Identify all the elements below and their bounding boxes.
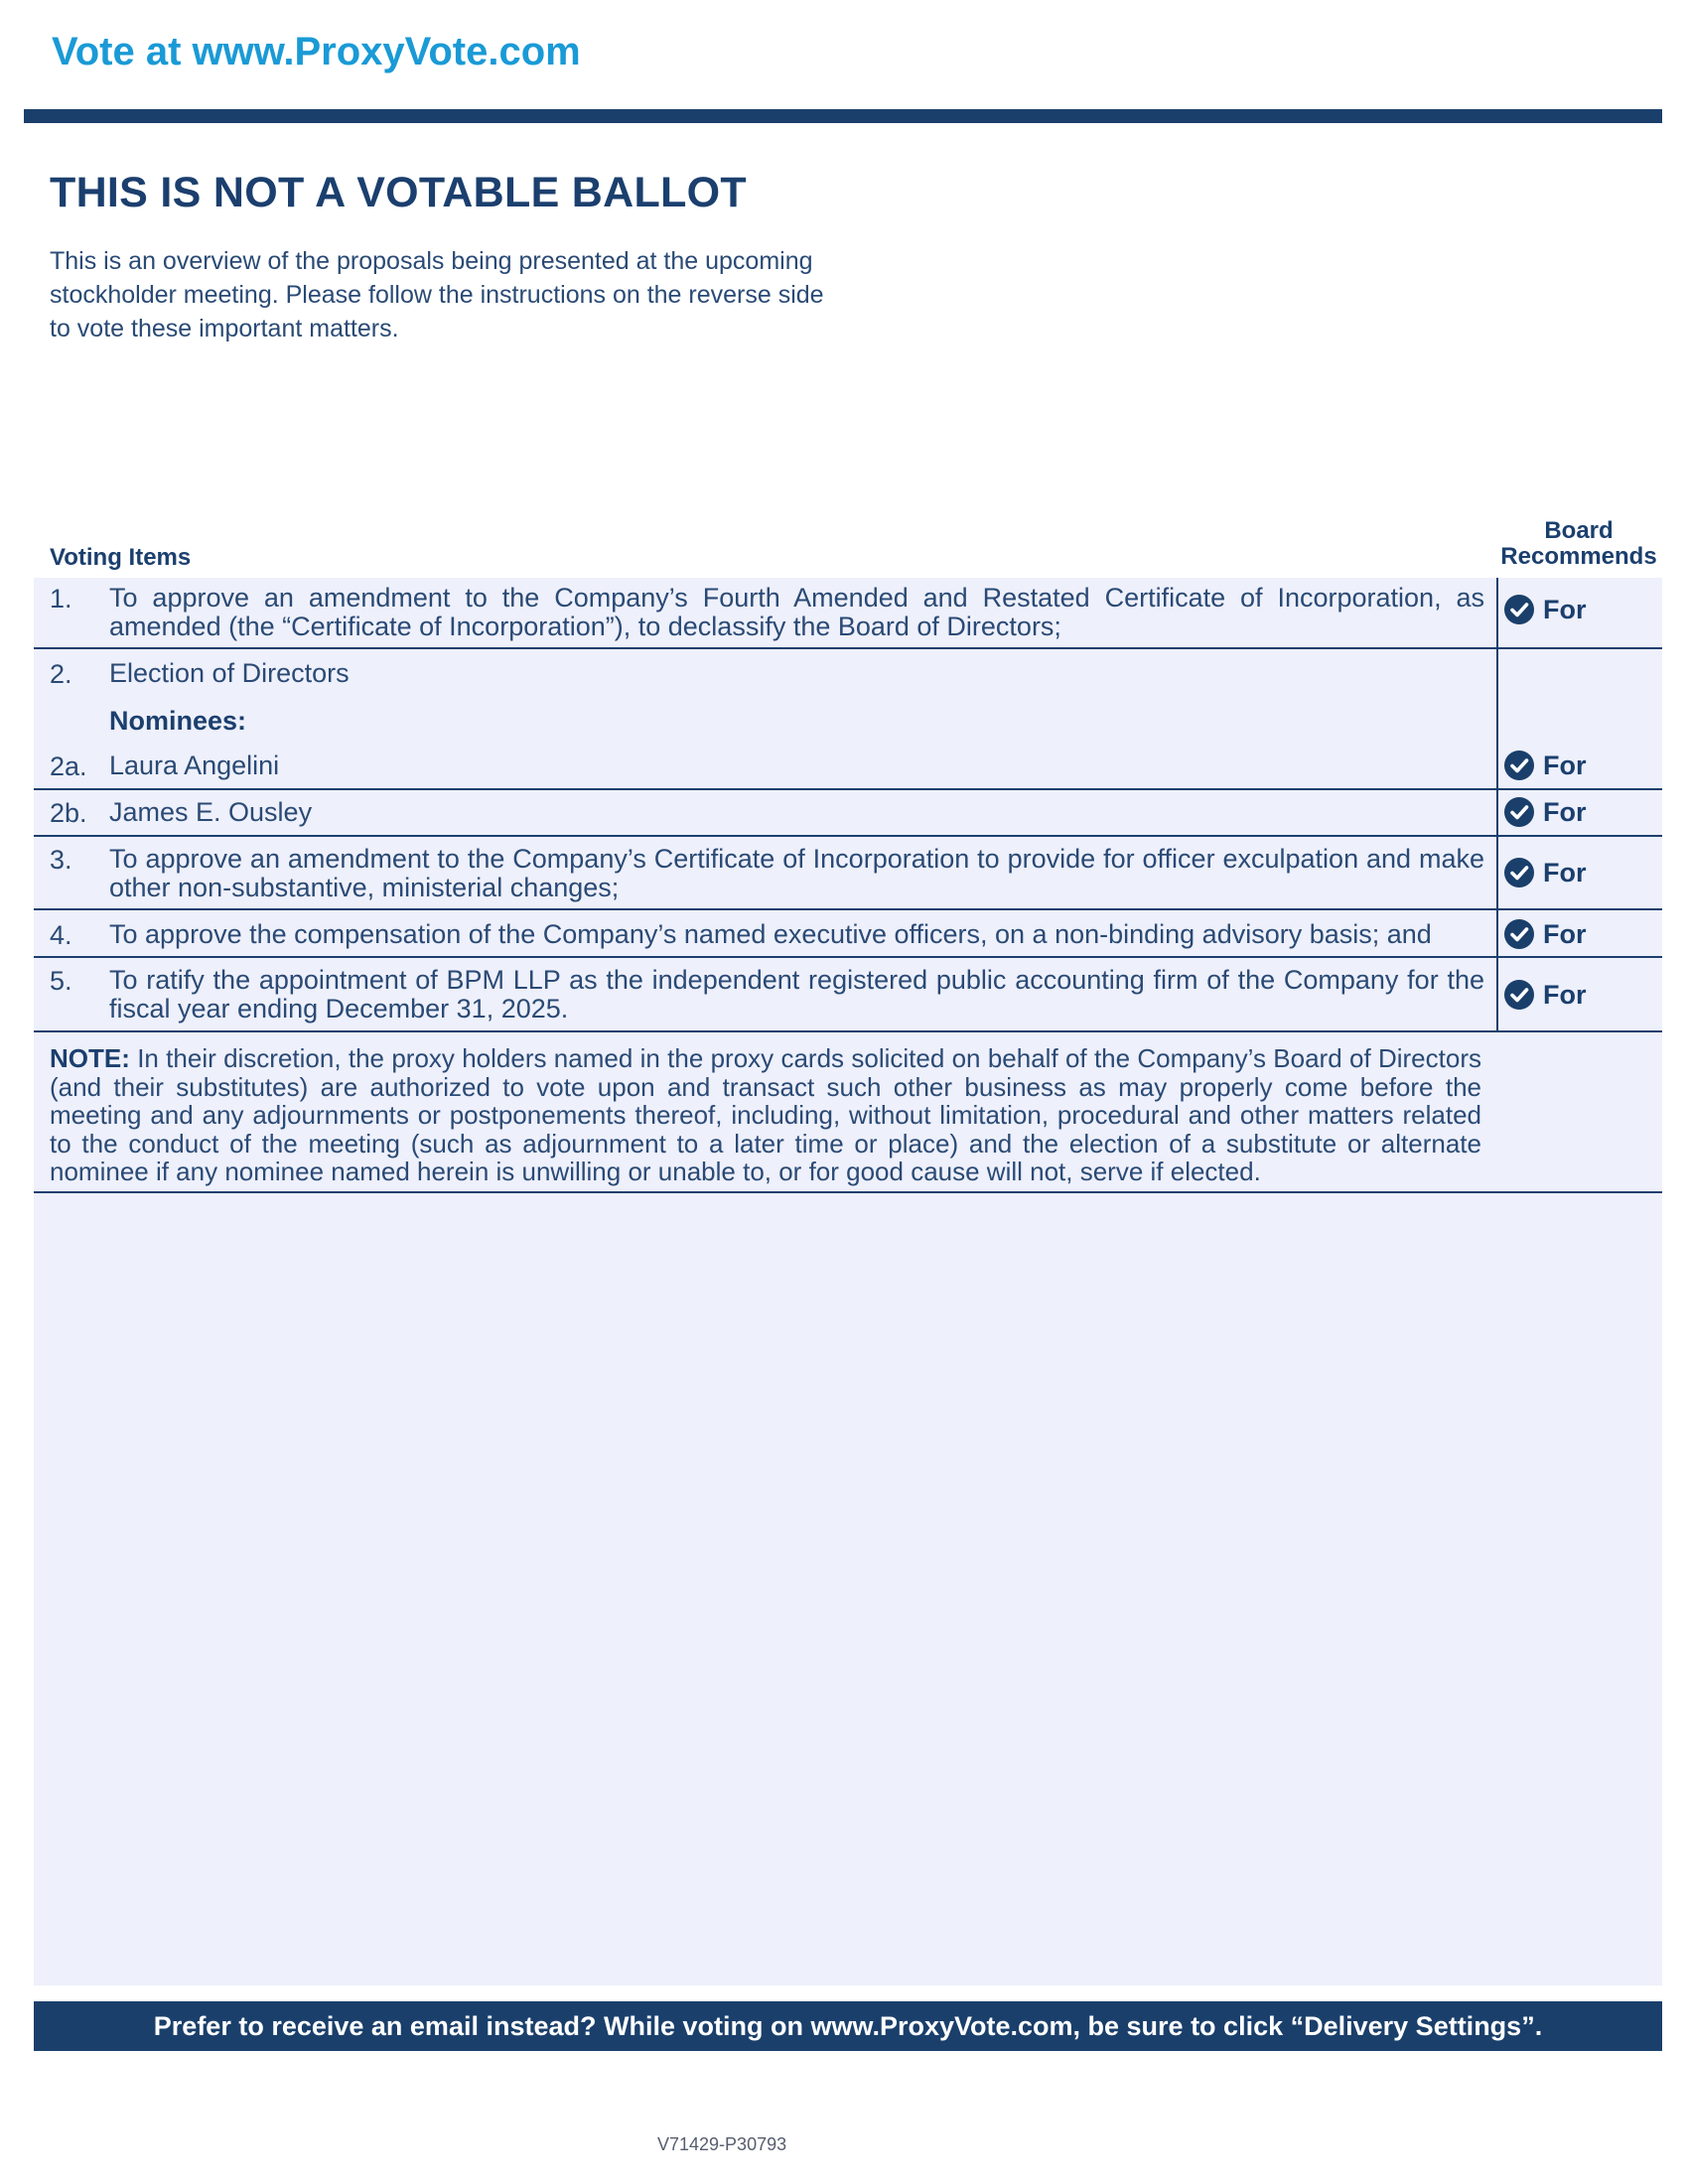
- item-number: 2.: [50, 659, 72, 689]
- row-divider: [34, 956, 1662, 958]
- board-recommendation: [1503, 796, 1587, 828]
- item-number: 2b.: [50, 798, 87, 828]
- item-text: To approve the compensation of the Company’s named executive officers, on a non-binding advisory basis; and: [109, 919, 1432, 949]
- check-circle-icon: [1503, 796, 1535, 828]
- item-text: Election of Directors: [109, 658, 350, 688]
- intro-text: This is an overview of the proposals being presented at the upcoming stockholder meeting. Please follow the instructions on the reverse side to vote these important matters.: [50, 247, 824, 342]
- voting-items-header: Voting Items: [50, 544, 192, 571]
- note-paragraph: [50, 1044, 1481, 1186]
- recommend-column-rule: [1496, 578, 1498, 1030]
- item-number: 1.: [50, 584, 72, 614]
- item-number: 5.: [50, 966, 72, 996]
- row-divider: [34, 908, 1662, 910]
- nominee-name: James E. Ousley: [109, 797, 313, 827]
- board-recommendation: [1503, 750, 1587, 781]
- proxyvote-header-link: Vote at www.ProxyVote.com: [52, 30, 581, 73]
- document-code: V71429-P30793: [657, 2134, 787, 2154]
- item-text: To ratify the appointment of BPM LLP as the independent registered public accounting firm of the Company for the fiscal year ending December 31, 2025.: [109, 965, 1484, 1024]
- item-text: To approve an amendment to the Company’s Fourth Amended and Restated Certificate of Incorporation, as amended (the “Certificate of Incorporation”), to declassify the Board of Directors;: [109, 583, 1484, 641]
- check-circle-icon: [1503, 979, 1535, 1011]
- note-divider: [34, 1191, 1662, 1193]
- board-recommendation: [1503, 979, 1587, 1011]
- header-divider: [24, 109, 1662, 123]
- row-divider: [34, 835, 1662, 837]
- recommendation-label: For: [1543, 594, 1587, 624]
- board-recommendation: [1503, 594, 1587, 625]
- board-recommendation: [1503, 857, 1587, 888]
- nominees-label: Nominees:: [109, 706, 247, 736]
- recommendation-label: For: [1543, 796, 1587, 827]
- nominee-name: Laura Angelini: [109, 751, 280, 780]
- recommendation-label: For: [1543, 979, 1587, 1010]
- recommendation-label: For: [1543, 750, 1587, 780]
- row-divider: [34, 788, 1662, 790]
- check-circle-icon: [1503, 918, 1535, 950]
- item-number: 3.: [50, 845, 72, 875]
- check-circle-icon: [1503, 750, 1535, 781]
- check-circle-icon: [1503, 594, 1535, 625]
- page-title: THIS IS NOT A VOTABLE BALLOT: [50, 169, 747, 216]
- item-number: 4.: [50, 920, 72, 950]
- note-text: In their discretion, the proxy holders named in the proxy cards solicited on behalf of the Company’s Board of Directors (and their substitutes) are authorized to vote upon and transact such other business as may properly come before the meeting and any adjournments or postponements thereof, including, without limitation, procedural and other matters related to the conduct of the meeting (such as adjournment to a later time or place) and the election of a substitute or alternate nominee if any nominee named herein is unwilling or unable to, or for good cause will not, serve if elected.: [50, 1043, 1481, 1186]
- board-recommendation: [1503, 918, 1587, 950]
- delivery-settings-text: Prefer to receive an email instead? While voting on www.ProxyVote.com, be sure to click “Delivery Settings”.: [153, 2010, 1543, 2041]
- check-circle-icon: [1503, 857, 1535, 888]
- row-divider: [34, 1030, 1662, 1032]
- board-recommends-header: Board Recommends: [1500, 517, 1657, 570]
- item-text: To approve an amendment to the Company’s Certificate of Incorporation to provide for officer exculpation and make other non-substantive, ministerial changes;: [109, 844, 1484, 902]
- item-number: 2a.: [50, 751, 87, 781]
- note-label: NOTE:: [50, 1043, 130, 1073]
- recommendation-label: For: [1543, 918, 1587, 949]
- recommendation-label: For: [1543, 857, 1587, 887]
- row-divider: [34, 647, 1662, 649]
- delivery-settings-banner: [34, 2001, 1662, 2051]
